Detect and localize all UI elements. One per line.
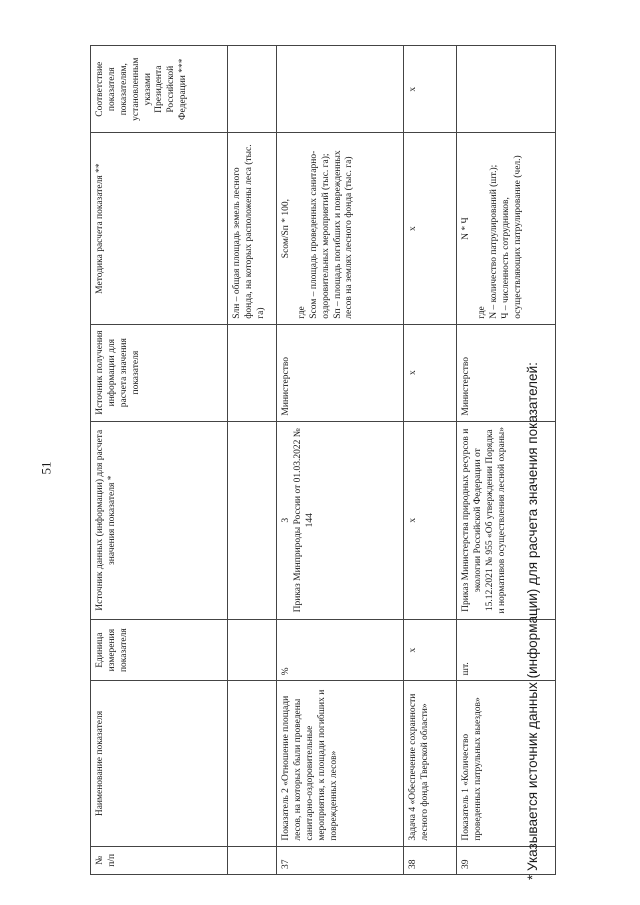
cell-source: 3 Приказ Минприроды России от 01.03.2022 № 144 <box>277 421 404 619</box>
cell-correspondence <box>228 46 277 133</box>
method-line: Sлн – общая площадь земель лесного фонда, на которых расположены леса (тыс. га) <box>232 144 266 319</box>
footnote: * Указывается источник данных (информации) для расчета значения показателей: <box>525 362 540 880</box>
table-row <box>404 46 457 875</box>
cell-method <box>277 133 404 324</box>
cell-method <box>228 133 277 324</box>
method-formula: N * Ч <box>461 217 471 240</box>
indicator-table-container <box>90 45 580 875</box>
header-name: Наименование показателя <box>91 681 228 846</box>
cell-name <box>228 681 277 846</box>
table-row <box>457 46 556 875</box>
method-line: Sсом – площадь проведенных санитарно-оздоровительных мероприятий (тыс. га); <box>308 150 331 319</box>
cell-num: 37 <box>277 846 404 874</box>
cell-unit: % <box>277 619 404 680</box>
cell-num: 38 <box>404 846 457 874</box>
method-line: где <box>476 306 487 319</box>
cell-source: Приказ Министерства природных ресурсов и экологии Российской Федерации от 15.12.2021 № 955 «Об утверждении Порядка и нормативов осуществления лесной охраны» <box>457 421 556 619</box>
header-num: № п/п <box>91 846 228 874</box>
cell-unit <box>228 619 277 680</box>
header-source: Источник данных (информации) для расчета значения показателя * <box>91 421 228 619</box>
method-line: Sп – площадь погибших и поврежденных лесов на землях лесного фонда (тыс. га) <box>332 150 355 319</box>
cell-name: Показатель 2 «Отношение площади лесов, на которых были проведены санитарно-оздоровительные мероприятия, к площади погибших и поврежденных лесов» <box>277 681 404 846</box>
header-method: Методика расчета показателя ** <box>91 133 228 324</box>
cell-correspondence: x <box>404 46 457 133</box>
cell-num: 39 <box>457 846 556 874</box>
cell-correspondence <box>277 46 404 133</box>
cell-num <box>228 846 277 874</box>
page-number: 51 <box>38 461 54 475</box>
indicator-table <box>90 45 556 875</box>
cell-method: x <box>404 133 457 324</box>
cell-correspondence <box>457 46 556 133</box>
method-formula: Sсом/Sп * 100, <box>281 198 291 259</box>
method-line: Ч – численность сотрудников, осуществляющих патрулирование (чел.) <box>500 155 523 319</box>
table-row <box>228 46 277 875</box>
cell-source <box>228 421 277 619</box>
cell-name: Задача 4 «Обеспечение сохранности лесного фонда Тверской области» <box>404 681 457 846</box>
header-obtain: Источник получения информации для расчета значения показателя <box>91 324 228 421</box>
cell-source: x <box>404 421 457 619</box>
cell-obtain: Министерство <box>457 324 556 421</box>
table-row <box>277 46 404 875</box>
cell-name: Показатель 1 «Количество проведенных патрульных выездов» <box>457 681 556 846</box>
cell-obtain: Министерство <box>277 324 404 421</box>
cell-unit: шт. <box>457 619 556 680</box>
header-correspondence: Соответствие показателя показателям, установленным указами Президента Российской Федерации *** <box>91 46 228 133</box>
cell-obtain: x <box>404 324 457 421</box>
cell-obtain <box>228 324 277 421</box>
cell-method <box>457 133 556 324</box>
cell-unit: x <box>404 619 457 680</box>
method-line: N – количество патрулирований (шт.); <box>488 164 499 319</box>
table-header-row <box>91 46 228 875</box>
header-unit: Единица измерения показателя <box>91 619 228 680</box>
method-line: где <box>296 306 307 319</box>
